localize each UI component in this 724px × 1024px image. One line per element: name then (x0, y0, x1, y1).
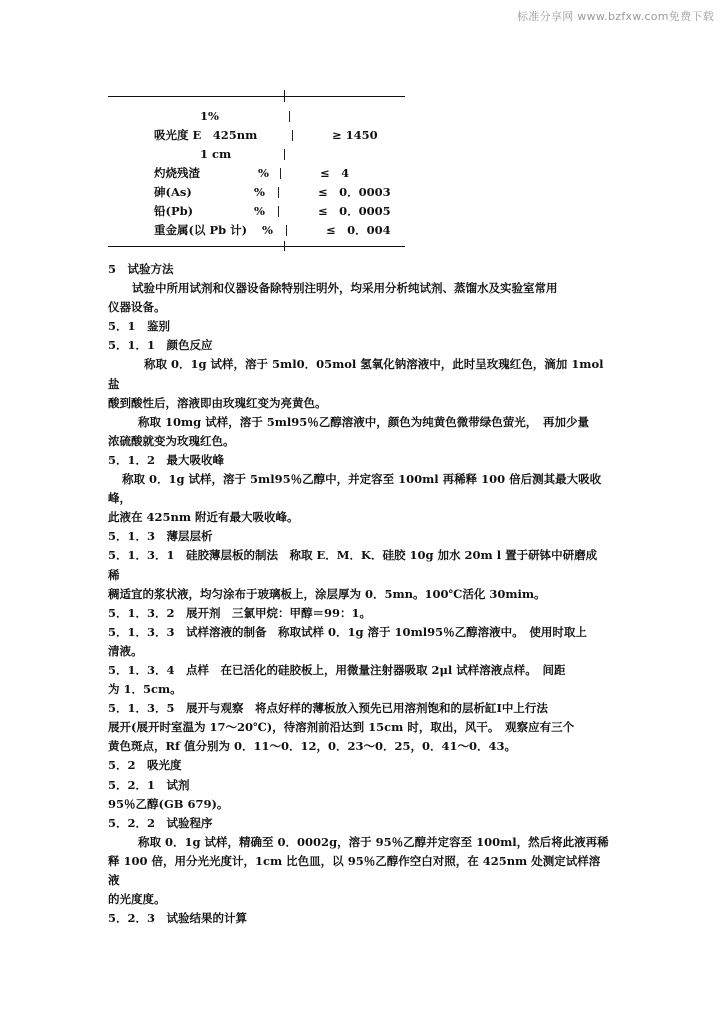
row-name-ignition-residue: 灼烧残渣 (154, 166, 200, 180)
paragraph-line: 浓硫酸就变为玫瑰红色。 (108, 433, 235, 448)
paragraph-line: 为 1．5cm。 (108, 682, 182, 697)
paragraph-line: 5．1．3．1 硅胶薄层板的制法 称取 E．M．K．硅胶 10g 加水 20m l 置于研钵中研磨成 (108, 548, 598, 563)
fraction-denominator: 1 cm (200, 147, 232, 161)
column-divider (280, 168, 281, 179)
document-body (108, 260, 620, 928)
subsection-heading: 5．2 吸光度 (108, 758, 182, 773)
table-bottom-rule (108, 246, 405, 247)
subsection-heading: 5．1．2 最大吸收峰 (108, 452, 225, 467)
paragraph-line: 此液在 425nm 附近有最大吸收峰。 (108, 510, 299, 525)
row-value: ≤ 0．0003 (318, 185, 391, 199)
subsection-heading: 5．2．1 试剂 (108, 777, 190, 792)
paragraph-line: 称取 10mg 试样，溶于 5ml95％乙醇溶液中，颜色为纯黄色微带绿色萤光， 再加少量 (138, 414, 590, 429)
paragraph-line: 称取 0．1g 试样，精确至 0．0002g，溶于 95％乙醇并定容至 100ml，然后将此液再稀 (138, 834, 609, 849)
row-name-arsenic: 砷(As) (154, 185, 192, 199)
paragraph-line: 5．1．3．4 点样 在已活化的硅胶板上，用微量注射器吸取 2μl 试样溶液点样。 间距 (108, 662, 566, 677)
paragraph-line: 仪器设备。 (108, 300, 166, 315)
subsection-heading: 5．1．3 薄层层析 (108, 529, 213, 544)
column-divider (284, 149, 285, 160)
table-top-tick (284, 90, 285, 102)
spec-table (108, 96, 405, 251)
paragraph-line: 称取 0．1g 试样，溶于 5ml0．05mol 氢氧化钠溶液中，此时呈玫瑰红色，滴加 1mol (144, 357, 604, 372)
row-value: ≤ 0．004 (326, 223, 391, 237)
paragraph-line: 峰， (108, 491, 131, 506)
row-unit: % (262, 223, 273, 237)
row-name-lead: 铅(Pb) (154, 204, 194, 218)
fraction-numerator: 1% (200, 109, 219, 123)
paragraph-line: 黄色斑点，Rf 值分别为 0．11～0．12，0．23～0．25，0．41～0．43。 (108, 739, 517, 754)
column-divider (292, 130, 293, 141)
paragraph-line: 液 (108, 873, 120, 887)
absorbance-label: 吸光度 E 425nm (154, 128, 258, 142)
row-unit: % (254, 185, 265, 199)
row-unit: % (258, 166, 269, 180)
paragraph-line: 酸到酸性后，溶液即由玫瑰红变为亮黄色。 (108, 395, 327, 410)
paragraph-line: 试验中所用试剂和仪器设备除特别注明外，均采用分析纯试剂、蒸馏水及实验室常用 (132, 281, 558, 296)
subsection-heading: 5．1．1 颜色反应 (108, 338, 213, 353)
paragraph-line: 稠适宜的浆状液，均匀涂布于玻璃板上，涂层厚为 0．5mn。100℃活化 30mim。 (108, 586, 546, 601)
column-divider (278, 187, 279, 198)
paragraph-line: 释 100 倍，用分光光度计，1cm 比色皿，以 95％乙醇作空白对照，在 425nm 处测定试样溶 (108, 853, 601, 868)
paragraph-line: 5．1．3．5 展开与观察 将点好样的薄板放入预先已用溶剂饱和的层析缸Ⅰ中上行法 (108, 701, 548, 716)
subsection-heading: 5．2．2 试验程序 (108, 815, 213, 830)
table-bottom-tick (284, 241, 285, 251)
paragraph-line: 称取 0．1g 试样，溶于 5ml95％乙醇中，并定容至 100ml 再稀释 100 倍后测其最大吸收 (122, 472, 602, 487)
subsection-heading: 5．1 鉴别 (108, 319, 171, 334)
absorbance-value: ≥ 1450 (332, 128, 378, 142)
column-divider (278, 206, 279, 217)
table-top-rule (108, 96, 405, 97)
watermark-text: 标准分享网 www.bzfxw.com免费下载 (517, 10, 714, 23)
column-divider (289, 111, 290, 122)
paragraph-line: 的光度度。 (108, 892, 166, 907)
subsection-heading: 5．2．3 试验结果的计算 (108, 911, 248, 926)
section-heading: 5 试验方法 (108, 262, 174, 276)
paragraph-line: 稀 (108, 567, 120, 582)
row-value: ≤ 4 (320, 166, 350, 180)
paragraph-line: 5．1．3．2 展开剂 三氯甲烷：甲醇＝99：1。 (108, 605, 372, 620)
column-divider (286, 225, 287, 236)
row-unit: % (254, 204, 265, 218)
paragraph-line: 5．1．3．3 试样溶液的制备 称取试样 0．1g 溶于 10ml95％乙醇溶液中。 使用时取上 (108, 624, 587, 639)
paragraph-line: 展开(展开时室温为 17～20℃)，待溶剂前沿达到 15cm 时，取出，风干。 观察应有三个 (108, 720, 575, 735)
row-name-heavy-metals: 重金属(以 Pb 计) (154, 223, 248, 237)
paragraph-line: 清液。 (108, 643, 143, 658)
row-value: ≤ 0．0005 (318, 204, 391, 218)
paragraph-line: 95％乙醇(GB 679)。 (108, 796, 229, 811)
paragraph-line: 盐 (108, 376, 120, 391)
